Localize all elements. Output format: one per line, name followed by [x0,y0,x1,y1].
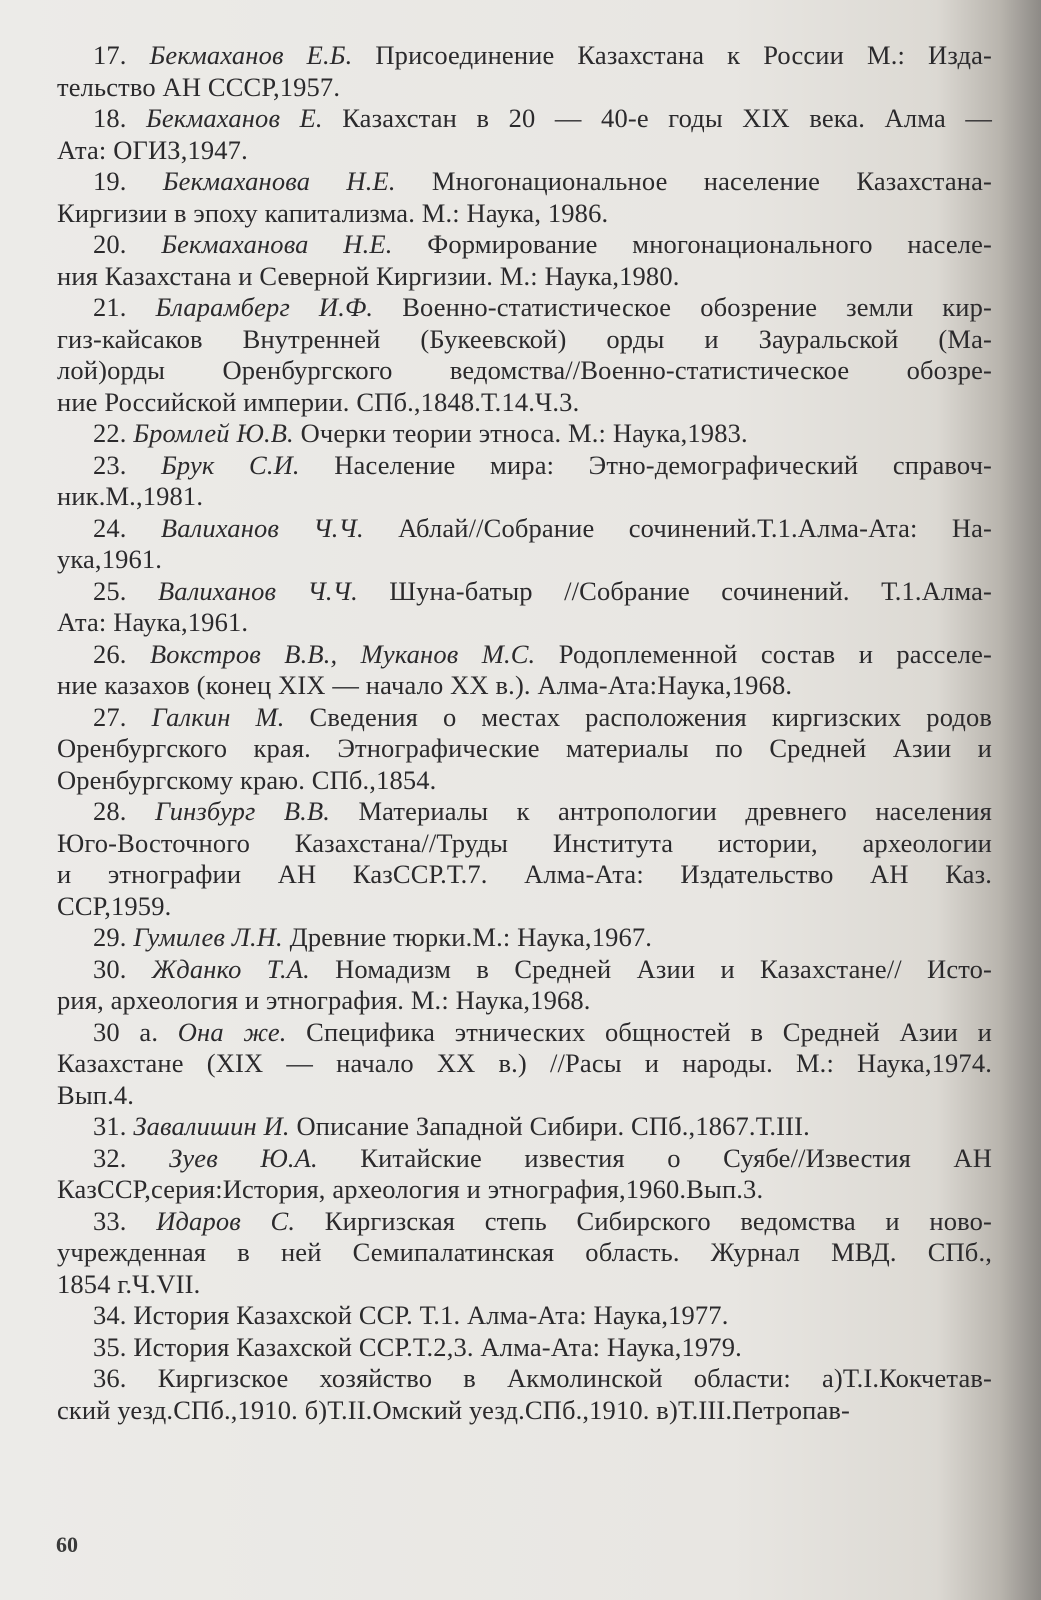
entry-author: Гумилев Л.Н. [133,922,283,952]
entry-author: Зуев Ю.А. [169,1142,318,1173]
entry-author: Бекмаханова Н.Е. [162,166,396,196]
bibliography-entry [57,513,992,576]
entry-author: Гинзбург В.В. [154,796,331,826]
bibliography-entry [57,292,992,418]
entry-line [57,355,992,387]
entry-line [57,985,992,1017]
entry-line [57,670,992,702]
entry-text: Ата: Наука,1961. [57,607,249,637]
bibliography-entry [57,103,992,166]
entry-line [57,1395,992,1427]
entry-text: Оренбургского края. Этнографические материалы по Средней Азии и [57,733,992,763]
entry-author: Валиханов Ч.Ч. [160,512,364,543]
entry-text: Киргизии в эпоху капитализма. М.: Наука, 1986. [57,197,609,228]
entry-line [57,324,992,356]
entry-number: 21. [93,292,127,322]
bibliography-entry [57,1017,992,1112]
entry-text: Население мира: Этно-демографический справоч- [334,449,993,480]
entry-number: 20. [93,229,127,259]
bibliography-entry [57,418,992,450]
entry-text: Шуна-батыр //Собрание сочинений. Т.1.Алма- [389,575,992,606]
entry-line [57,198,992,230]
entry-number: 18. [93,103,127,133]
entry-line [57,1080,992,1112]
bibliography-entry [57,702,992,797]
entry-text: Описание Западной Сибири. СПб.,1867.Т.III. [296,1111,810,1141]
entry-text: Казахстане (XIX — начало XX в.) //Расы и народы. М.: Наука,1974. [57,1048,992,1078]
entry-author: Завалишин И. [133,1111,290,1141]
entry-number: 23. [93,449,127,480]
entry-text: Оренбургскому краю. СПб.,1854. [57,764,437,795]
entry-number: 36. [93,1363,127,1393]
bibliography-entry [57,922,992,954]
bibliography-entry [57,1143,992,1206]
entry-number: 22. [93,418,127,448]
entry-text: гиз-кайсаков Внутренней (Букеевской) орды и Зауральской (Ма- [57,323,992,354]
bibliography-entry [57,1111,992,1143]
entry-text: Номадизм в Средней Азии и Казахстане// Исто- [335,953,992,984]
entry-line [57,387,992,419]
entry-line [57,1017,992,1049]
entry-line [57,954,992,986]
bibliography-entry [57,229,992,292]
entry-text: Сведения о местах расположения киргизских родов [309,701,993,732]
entry-line [57,828,992,860]
entry-number: 27. [93,701,127,732]
entry-text: Казахстан в 20 — 40-е годы XIX века. Алма — [342,103,992,133]
entry-author: Идаров С. [156,1205,296,1236]
entry-text: рия, археология и этнография. М.: Наука,1968. [57,985,591,1015]
bibliography-entry [57,1206,992,1301]
entry-text: Ата: ОГИЗ,1947. [57,134,248,165]
entry-text: Присоединение Казахстана к России М.: Изда- [375,40,992,70]
entry-text: ник.М.,1981. [57,481,204,511]
entry-number: 25. [93,575,127,606]
entry-line [57,481,992,513]
entry-text: Многонациональное население Казахстана- [431,166,992,196]
entry-text: Вып.4. [57,1079,135,1110]
entry-line [57,544,992,576]
entry-line [57,1332,992,1364]
entry-text: Киргизская степь Сибирского ведомства и ново- [324,1205,992,1236]
entry-text: и этнографии АН КазССР.Т.7. Алма-Ата: Издательство АН Каз. [57,859,992,889]
entry-author: Брук С.И. [161,449,300,480]
entry-text: Специфика этнических общностей в Средней Азии и [306,1016,992,1047]
entry-text: Древние тюрки.М.: Наука,1967. [289,922,653,952]
entry-text: Материалы к антропологии древнего населения [358,796,993,826]
entry-number: 29. [93,922,127,952]
entry-number: 30 а. [93,1016,159,1047]
bibliography-list [57,40,992,1426]
entry-line [57,1048,992,1080]
entry-line [57,922,992,954]
entry-author: Бекмаханов Е.Б. [149,40,353,70]
entry-line [57,1300,992,1332]
entry-text: Аблай//Собрание сочинений.Т.1.Алма-Ата: На- [398,512,993,543]
entry-line [57,261,992,293]
page-number: 60 [56,1532,78,1557]
entry-line [57,40,992,72]
entry-author: Она же. [177,1016,287,1047]
bibliography-entry [57,1363,992,1426]
entry-text: ука,1961. [57,544,163,574]
entry-line [57,450,992,482]
entry-line [57,1174,992,1206]
entry-text: ния Казахстана и Северной Киргизии. М.: Наука,1980. [57,260,680,291]
entry-text: тельство АН СССР,1957. [57,71,341,102]
bibliography-entry [57,1300,992,1332]
bibliography-entry [57,639,992,702]
entry-line [57,1143,992,1175]
entry-text: ние Российской империи. СПб.,1848.Т.14.Ч.3. [57,386,580,417]
entry-number: 26. [93,638,127,669]
entry-text: Юго-Восточного Казахстана//Труды Института истории, археологии [57,827,992,858]
entry-number: 33. [93,1205,127,1236]
entry-author: Вокстров В.В., Муканов М.С. [149,638,536,669]
entry-line [57,1363,992,1395]
entry-text: История Казахской ССР.Т.2,3. Алма-Ата: Наука,1979. [133,1331,742,1362]
entry-text: КазССР,серия:История, археология и этнография,1960.Вып.3. [57,1174,764,1204]
entry-line [57,1237,992,1269]
entry-line [57,1269,992,1301]
entry-author: Бромлей Ю.В. [133,418,294,448]
entry-text: История Казахской ССР. Т.1. Алма-Ата: Наука,1977. [133,1300,729,1330]
entry-line [57,103,992,135]
entry-number: 17. [93,40,127,70]
entry-line [57,859,992,891]
entry-author: Бекмаханова Н.Е. [161,229,393,259]
entry-line [57,513,992,545]
entry-text: Киргизское хозяйство в Акмолинской области: а)Т.I.Кокчетав- [157,1363,992,1393]
bibliography-entry [57,450,992,513]
entry-number: 35. [93,1331,127,1362]
entry-line [57,229,992,261]
entry-text: ССР,1959. [57,890,172,921]
entry-text: 1854 г.Ч.VII. [57,1268,201,1299]
entry-line [57,1206,992,1238]
entry-line [57,733,992,765]
entry-number: 31. [93,1111,127,1141]
entry-number: 24. [93,512,127,543]
entry-author: Галкин М. [151,701,285,732]
entry-text: Китайские известия о Суябе//Известия АН [360,1142,993,1173]
entry-text: учрежденная в ней Семипалатинская область. Журнал МВД. СПб., [57,1237,992,1267]
bibliography-entry [57,954,992,1017]
entry-author: Бларамберг И.Ф. [155,292,374,322]
entry-author: Валиханов Ч.Ч. [157,575,358,606]
bibliography-entry [57,40,992,103]
entry-author: Бекмаханов Е. [146,103,323,133]
entry-line [57,796,992,828]
bibliography-entry [57,166,992,229]
entry-line [57,765,992,797]
entry-number: 30. [93,953,127,984]
entry-line [57,607,992,639]
entry-number: 32. [93,1142,127,1173]
entry-text: Военно-статистическое обозрение земли кир- [402,292,993,322]
entry-text: лой)орды Оренбургского ведомства//Военно-статистическое обозре- [57,355,992,385]
entry-line [57,1111,992,1143]
entry-line [57,576,992,608]
entry-number: 34. [93,1300,127,1330]
entry-text: ский уезд.СПб.,1910. б)Т.II.Омский уезд.СПб.,1910. в)Т.III.Петропав- [57,1394,851,1425]
entry-text: ние казахов (конец XIX — начало XX в.). Алма-Ата:Наука,1968. [57,670,793,700]
entry-number: 19. [93,166,127,196]
bibliography-entry [57,796,992,922]
entry-number: 28. [93,796,127,826]
bibliography-entry [57,576,992,639]
entry-line [57,891,992,923]
bibliography-entry [57,1332,992,1364]
entry-text: Формирование многонационального населе- [427,229,992,259]
entry-line [57,292,992,324]
entry-line [57,702,992,734]
entry-author: Жданко Т.А. [151,953,310,984]
entry-line [57,166,992,198]
entry-line [57,418,992,450]
entry-text: Родоплеменной состав и расселе- [558,638,993,669]
entry-line [57,135,992,167]
entry-text: Очерки теории этноса. М.: Наука,1983. [300,418,748,448]
entry-line [57,639,992,671]
entry-line [57,72,992,104]
